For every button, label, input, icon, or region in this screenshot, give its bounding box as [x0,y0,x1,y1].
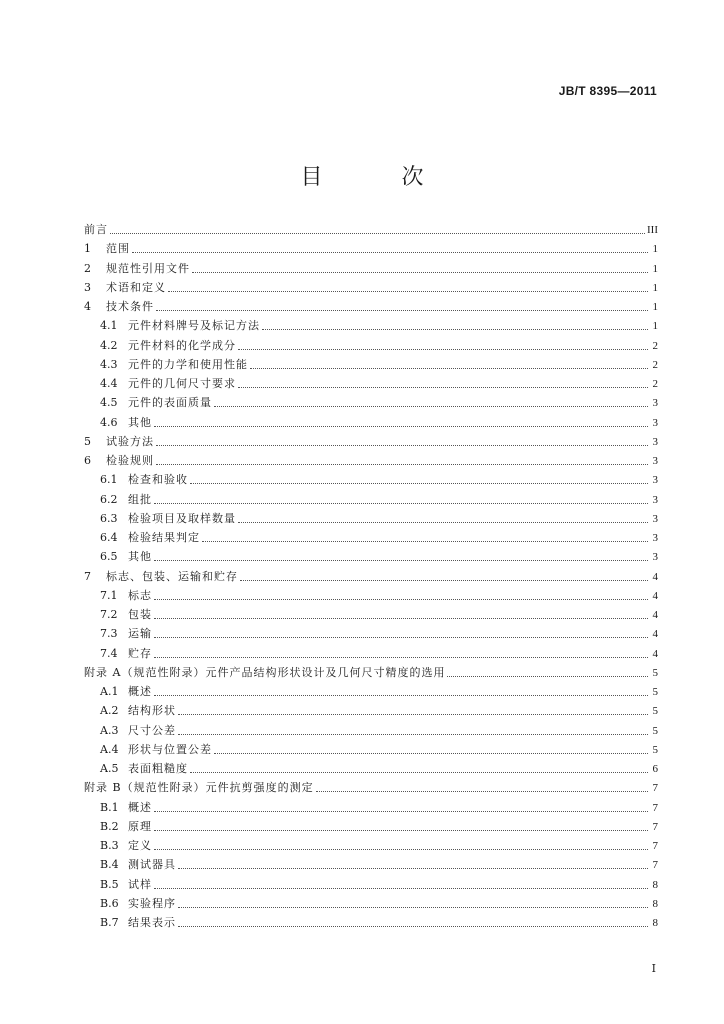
toc-entry-label: 试样 [128,877,152,891]
toc-entry[interactable] [84,855,658,874]
toc-entry-page: 7 [652,859,658,872]
toc-entry-label: 尺寸公差 [128,723,176,737]
toc-entry-page: 8 [652,917,658,929]
toc-entry-page: 5 [652,705,658,718]
toc-entry-label: 试验方法 [106,434,154,448]
toc-entry-number: 6.3 [100,511,118,525]
toc-entry-label: 检验结果判定 [128,531,200,544]
toc-leader-dots [190,762,648,773]
toc-entry-label: 规范性引用文件 [106,261,190,275]
toc-entry-label: 元件的几何尺寸要求 [128,377,236,390]
toc-entry-page: 3 [652,435,658,448]
toc-entry-page: 4 [652,628,658,641]
toc-entry-page: 7 [652,840,658,852]
toc-entry-label: 其他 [128,550,152,564]
toc-leader-dots [178,858,648,869]
toc-entry-page: 5 [652,743,658,756]
toc-entry[interactable] [84,393,658,412]
toc-entry-number: 7.2 [100,608,118,621]
toc-entry[interactable] [84,509,658,528]
toc-entry[interactable] [84,605,658,624]
toc-entry-page: 1 [652,281,658,294]
toc-entry[interactable] [84,759,658,778]
toc-entry[interactable] [84,470,658,489]
toc-entry[interactable] [84,239,658,258]
toc-leader-dots [192,262,648,273]
toc-entry-label: 概述 [128,685,152,698]
toc-entry-page: 4 [652,570,658,583]
toc-entry-number: 6.5 [100,550,118,564]
toc-entry-label: 结构形状 [128,704,176,718]
toc-entry-page: 3 [652,397,658,410]
toc-leader-dots [154,493,648,504]
toc-entry-label: 术语和定义 [106,280,166,294]
toc-leader-dots [154,589,648,600]
toc-entry-label: 标志、包装、运输和贮存 [106,569,238,583]
toc-entry-page: 7 [652,782,658,795]
toc-leader-dots [238,339,648,350]
toc-leader-dots [154,608,648,619]
toc-entry[interactable] [84,547,658,566]
toc-entry-number: 7 [84,569,91,583]
toc-entry-number: 4.2 [100,338,118,352]
toc-entry[interactable] [84,586,658,605]
toc-entry[interactable] [84,740,658,759]
toc-leader-dots [238,512,648,523]
toc-entry-number: 7.1 [100,588,118,602]
toc-leader-dots [154,685,648,696]
toc-entry-number: 7.4 [100,646,118,660]
toc-entry[interactable] [84,297,658,316]
toc-entry-page: 2 [652,339,658,352]
toc-leader-dots [156,435,648,446]
toc-entry[interactable] [84,663,658,682]
toc-entry[interactable] [84,316,658,335]
toc-entry[interactable] [84,798,658,817]
toc-leader-dots [262,319,648,330]
toc-entry-number: 4.5 [100,396,118,410]
toc-entry[interactable] [84,374,658,393]
toc-entry-number: 2 [84,261,91,275]
toc-entry-number: B.4 [100,858,119,872]
toc-entry-page: 4 [652,589,658,602]
toc-entry-page: 5 [652,686,658,698]
toc-leader-dots [240,570,648,581]
toc-entry-page: III [647,224,658,236]
toc-entry[interactable] [84,259,658,278]
toc-entry[interactable] [84,721,658,740]
toc-entry[interactable] [84,817,658,836]
toc-entry-page: 1 [652,301,658,313]
toc-leader-dots [316,781,648,792]
toc-entry-page: 2 [652,358,658,371]
toc-entry[interactable] [84,836,658,855]
toc-leader-dots [250,358,648,369]
toc-leader-dots [214,743,648,754]
toc-entry-page: 7 [652,820,658,833]
toc-entry-page: 1 [652,320,658,333]
toc-entry-page: 3 [652,474,658,487]
toc-entry-page: 8 [652,897,658,910]
toc-entry[interactable] [84,682,658,701]
page-title: 目 次 [300,165,460,190]
toc-entry-number: 4.4 [100,377,118,390]
toc-entry-number: A.1 [100,685,119,698]
toc-leader-dots [178,916,648,927]
toc-entry-number: 6 [84,454,91,467]
toc-leader-dots [178,704,648,715]
toc-entry-number: 6.4 [100,531,118,544]
toc-leader-dots [110,223,645,234]
toc-entry-label: 表面粗糙度 [128,762,188,775]
toc-entry[interactable] [84,778,658,797]
toc-entry-label: 结果表示 [128,916,176,929]
standard-code: JB/T 8395—2011 [558,84,657,98]
toc-leader-dots [168,281,648,292]
toc-entry[interactable] [84,355,658,374]
toc-leader-dots [154,801,648,812]
toc-entry-label: 测试器具 [128,858,176,872]
toc-leader-dots [447,666,648,677]
toc-leader-dots [190,473,648,484]
toc-entry-number: 6.1 [100,473,118,487]
toc-entry-label: 其他 [128,415,152,429]
toc-entry[interactable] [84,220,658,239]
toc-entry-label: 元件的表面质量 [128,396,212,410]
toc-leader-dots [238,377,648,388]
toc-entry-label: 检查和验收 [128,473,188,487]
toc-entry-label: 元件材料的化学成分 [128,338,236,352]
toc-entry-page: 2 [652,378,658,390]
toc-entry-number: 4.3 [100,357,118,371]
toc-entry-page: 3 [652,551,658,564]
toc-leader-dots [154,878,648,889]
toc-leader-dots [178,724,648,735]
toc-entry[interactable] [84,644,658,663]
page-number: I [651,962,656,975]
toc-entry[interactable] [84,875,658,894]
toc-entry-number: B.6 [100,896,119,910]
toc-entry[interactable] [84,567,658,586]
toc-entry-label: 标志 [128,588,152,602]
toc-entry-number: 6.2 [100,492,118,506]
toc-entry-label: 附录 A（规范性附录）元件产品结构形状设计及几何尺寸精度的选用 [84,665,446,679]
toc-entry-page: 5 [652,724,658,737]
toc-entry[interactable] [84,894,658,913]
toc-entry-page: 5 [652,666,658,679]
toc-entry[interactable] [84,528,658,547]
toc-entry-label: 概述 [128,800,152,814]
toc-entry-number: B.7 [100,916,119,929]
toc-entry-label: 包装 [128,608,152,621]
toc-entry-number: 4.6 [100,415,118,429]
toc-entry-number: B.5 [100,877,119,891]
toc-entry-label: 定义 [128,839,152,852]
toc-entry-number: B.3 [100,839,119,852]
toc-entry-page: 3 [652,455,658,467]
toc-entry-label: 组批 [128,492,152,506]
toc-entry-page: 3 [652,512,658,525]
toc-entry-number: A.2 [100,704,119,718]
toc-entry-number: B.2 [100,819,119,833]
toc-entry-label: 形状与位置公差 [128,742,212,756]
toc-entry-page: 1 [652,243,658,256]
toc-entry-label: 检验规则 [106,454,154,467]
toc-entry[interactable] [84,451,658,470]
toc-entry-number: A.4 [100,742,119,756]
toc-leader-dots [156,454,648,465]
toc-entry-number: 4 [84,300,91,313]
toc-entry-page: 3 [652,493,658,506]
toc-entry-page: 4 [652,609,658,621]
toc-entry-label: 原理 [128,819,152,833]
toc-entry-number: 1 [84,242,91,256]
toc-entry-number: A.5 [100,762,119,775]
toc-leader-dots [202,531,648,542]
toc-entry[interactable] [84,490,658,509]
toc-entry-label: 元件材料牌号及标记方法 [128,319,260,333]
toc-leader-dots [154,647,648,658]
toc-entry[interactable] [84,701,658,720]
toc-entry-page: 1 [652,262,658,275]
toc-entry-number: 5 [84,434,91,448]
toc-entry-page: 3 [652,416,658,429]
toc-entry-label: 范围 [106,242,130,256]
toc-entry-page: 4 [652,647,658,660]
toc-entry-label: 附录 B（规范性附录）元件抗剪强度的测定 [84,781,314,795]
toc-entry[interactable] [84,336,658,355]
toc-leader-dots [154,820,648,831]
toc-leader-dots [154,416,648,427]
toc-leader-dots [154,550,648,561]
toc-entry-page: 3 [652,532,658,544]
toc-entry-number: 4.1 [100,319,118,333]
toc-leader-dots [132,242,648,253]
toc-entry-number: 7.3 [100,627,118,641]
toc-entry-label: 贮存 [128,646,152,660]
toc-entry[interactable] [84,913,658,932]
toc-entry-number: A.3 [100,723,119,737]
toc-entry[interactable] [84,432,658,451]
toc-entry-page: 7 [652,801,658,814]
toc-entry-page: 8 [652,878,658,891]
toc-entry-page: 6 [652,763,658,775]
toc-entry-label: 实验程序 [128,896,176,910]
toc-entry[interactable] [84,278,658,297]
toc-leader-dots [154,839,648,850]
toc-leader-dots [178,897,648,908]
toc-entry[interactable] [84,413,658,432]
toc-entry-label: 技术条件 [106,300,154,313]
toc-entry-label: 前言 [84,223,108,236]
toc-entry-label: 元件的力学和使用性能 [128,357,248,371]
toc-entry-number: B.1 [100,800,119,814]
toc-entry-label: 运输 [128,627,152,641]
toc-leader-dots [154,627,648,638]
table-of-contents [84,220,658,932]
toc-leader-dots [214,396,648,407]
toc-leader-dots [156,300,648,311]
toc-entry-number: 3 [84,280,91,294]
toc-entry-label: 检验项目及取样数量 [128,511,236,525]
toc-entry[interactable] [84,624,658,643]
